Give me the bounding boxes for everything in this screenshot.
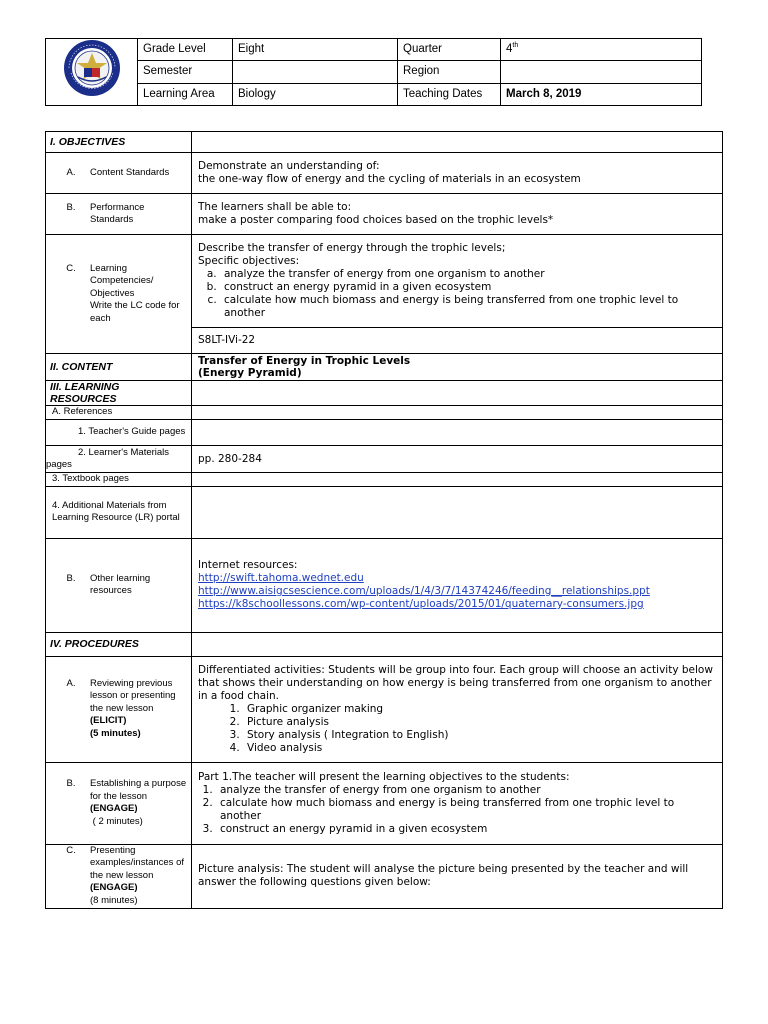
performance-standards-label: Performance Standards [90,201,145,225]
content-standards-label: Content Standards [90,166,170,178]
engage-purpose-time: ( 2 minutes) [92,815,143,827]
objectives-header-row [46,132,723,153]
teaching-dates-label: Teaching Dates [398,83,501,105]
list-item: a. analyze the transfer of energy from one organism to another [220,268,716,281]
elicit-text: Differentiated activities: Students will be group into four. Each group will choose an activity below that shows their understanding on how energy is being transferred from one organism to another in a food chain. [198,663,713,702]
other-resources-letter: B. [66,572,76,584]
list-item: c. calculate how much biomass and energy is being transferred from one trophic level to another [220,294,716,320]
elicit-letter: A. [66,677,76,689]
elicit-row [46,656,723,762]
content-subtopic: (Energy Pyramid) [198,367,302,379]
textbook-row [46,473,723,487]
elicit-tag: (ELICIT) [90,715,127,727]
elicit-activities-list [198,703,716,755]
engage-examples-time: (8 minutes) [90,894,138,906]
header-table [45,38,702,106]
teachers-guide-label: 1. Teacher's Guide pages [78,426,186,438]
competencies-list [198,268,716,320]
engage-examples-tag: (ENGAGE) [90,882,138,894]
engage-purpose-text: Part 1.The teacher will present the learning objectives to the students: [198,770,570,783]
content-standards-line2: the one-way flow of energy and the cycling of materials in an ecosystem [198,173,581,185]
content-row [46,354,723,381]
content-standards-letter: A. [66,166,76,178]
quarter-suffix: th [512,42,519,50]
list-item: 4. Video analysis [243,742,716,755]
grade-level-value: Eight [233,39,398,61]
learners-materials-pages: pp. 280-284 [192,446,723,473]
performance-standards-row [46,194,723,235]
quarter-number: 4 [506,43,513,56]
performance-standards-line1: The learners shall be able to: [198,201,352,213]
additional-materials-row [46,486,723,538]
semester-label: Semester [138,61,233,83]
learners-materials-label: 2. Learner's Materials pages [46,446,170,470]
performance-standards-line2: make a poster comparing food choices based on the trophic levels* [198,214,554,226]
semester-value [233,61,398,83]
objectives-section-title: I. OBJECTIVES [46,132,192,153]
engage-examples-letter: C. [66,844,76,856]
content-section-title: II. CONTENT [46,354,192,381]
list-item: 3. construct an energy pyramid in a given ecosystem [216,823,716,836]
elicit-time: (5 minutes) [90,727,141,739]
learning-area-label: Learning Area [138,83,233,105]
list-item: 1. analyze the transfer of energy from one organism to another [216,784,716,797]
region-value [501,61,702,83]
competencies-specific: Specific objectives: [198,255,300,267]
list-item: b. construct an energy pyramid in a given ecosystem [220,281,716,294]
resources-header-row [46,381,723,406]
competencies-letter: C. [66,262,76,274]
learning-area-value: Biology [233,83,398,105]
quarter-value [501,39,702,61]
additional-materials-label: 4. Additional Materials from Learning Resource (LR) portal [46,486,192,538]
deped-seal-icon [63,39,121,97]
competencies-row [46,235,723,328]
content-topic: Transfer of Energy in Trophic Levels [198,355,411,367]
lc-code: S8LT-IVi-22 [192,328,723,354]
quarter-label: Quarter [398,39,501,61]
engage-examples-label: Presenting examples/instances of the new lesson [90,844,184,881]
procedures-header-row [46,632,723,656]
list-item: 3. Story analysis ( Integration to English) [243,729,716,742]
engage-objectives-list [198,784,716,836]
teachers-guide-row [46,420,723,446]
region-label: Region [398,61,501,83]
internet-resources-label: Internet resources: [198,559,298,571]
lesson-plan-table [45,131,723,909]
procedures-section-title: IV. PROCEDURES [46,632,192,656]
resource-link-1[interactable]: http://swift.tahoma.wednet.edu [198,572,364,584]
list-item: 1. Graphic organizer making [243,703,716,716]
other-resources-row [46,538,723,632]
learners-materials-row [46,446,723,473]
other-resources-label: Other learning resources [90,572,151,596]
deped-logo-cell [46,39,138,106]
resource-link-2[interactable]: http://www.aisigcsescience.com/uploads/1/4/3/7/14374246/feeding__relationships.ppt [198,585,650,597]
elicit-label: Reviewing previous lesson or presenting the new lesson [90,677,176,714]
textbook-label: 3. Textbook pages [46,473,192,487]
list-item: 2. calculate how much biomass and energy is being transferred from one trophic level to another [216,797,716,823]
references-row [46,406,723,420]
teaching-dates-value: March 8, 2019 [501,83,702,105]
engage-purpose-letter: B. [66,778,76,789]
engage-examples-text: Picture analysis: The student will analyse the picture being presented by the teacher and will answer the following questions given below: [192,844,723,908]
engage-examples-row [46,844,723,908]
content-standards-line1: Demonstrate an understanding of: [198,160,380,172]
references-label: A. References [46,406,192,420]
resources-section-title: III. LEARNING RESOURCES [46,381,192,406]
performance-standards-letter: B. [66,201,76,213]
engage-purpose-row [46,762,723,844]
competencies-label: Learning Competencies/ Objectives [90,262,154,299]
engage-purpose-label: Establishing a purpose for the lesson [90,778,187,802]
content-standards-row [46,153,723,194]
engage-purpose-tag: (ENGAGE) [90,803,138,814]
grade-level-label: Grade Level [138,39,233,61]
list-item: 2. Picture analysis [243,716,716,729]
competencies-intro: Describe the transfer of energy through the trophic levels; [198,242,506,254]
resource-link-3[interactable]: https://k8schoollessons.com/wp-content/uploads/2015/01/quaternary-consumers.jpg [198,598,644,610]
competencies-lc-note: Write the LC code for each [90,300,180,324]
